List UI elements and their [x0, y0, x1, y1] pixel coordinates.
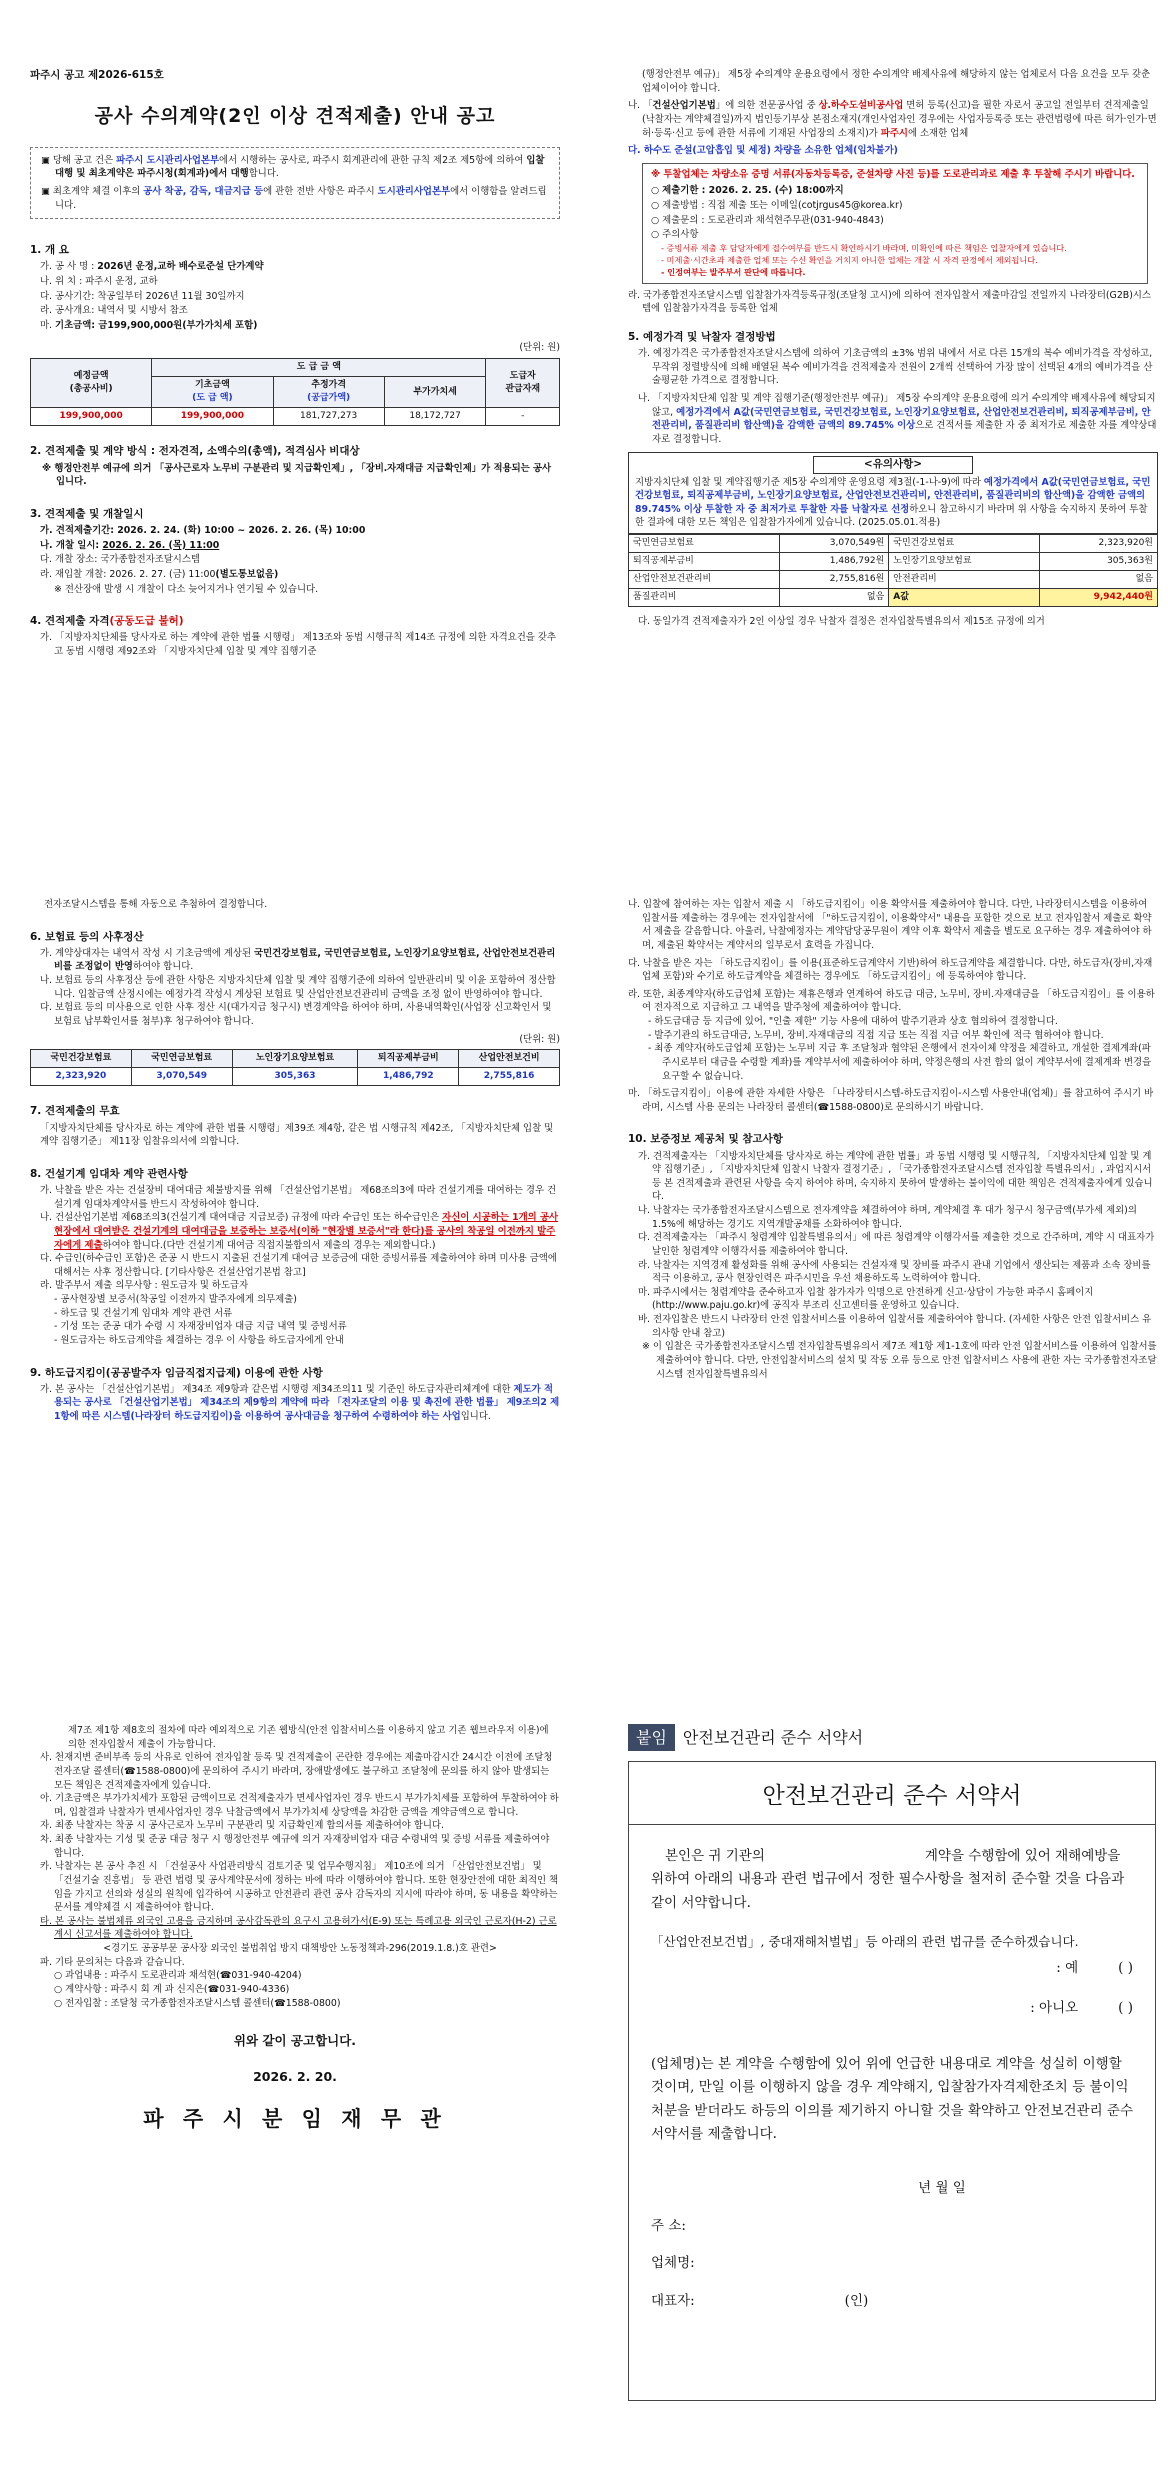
- page2-left-column: [30, 898, 560, 1424]
- section-10-more: 사. 천재지변 준비부족 등의 사유로 인하여 전자입찰 등록 및 견적제출이 곤란한 경우에는 제출마감시간 24시간 이전에 조달청 전자조달 콜센터(☎1588-0800)에 문의하여 주시기 바라며, 장애발생에도 불구하고 조달청에 문의를 하지 않아 발생되는 모든 책임은 견적제출자에게 있습니다. 아. 기초금액은 부가가치세가 포함된 금액이므로 견적제출자가 면세사업자인 경우 반드시 부가가치세를 포함하여 투찰하여야 하며, 입찰결과 낙찰자가 면세사업자인 경우 낙찰금액에서 부가가치세 상당액을 차감한 금액을 계약금액으로 합니다. 자. 최종 낙찰자는 착공 시 공사근로자 노무비 구분관리 및 지급확인제 합의서를 제출하여야 합니다. 차. 최종 낙찰자는 기성 및 준공 대금 청구 시 행정안전부 예규에 의거 자재장비업자 대금 수령내역 및 증빙 서류를 제출하여야 합니다. 카. 낙찰자는 본 공사 추진 시 「건설공사 사업관리방식 검토기준 및 업무수행지침」 제10조에 의거 「산업안전보건법」 및 「건설기술 진흥법」 등 관련 법령 및 공사계약문서에 정하는 바에 따라 이행하여야 합니다. 또한 현장안전에 대한 최적인 책임을 가지고 선의와 성실의 원칙에 입각하여 시공하고 안전관리 관련 공사 감독자의 지시에 따라야 하며, 동 내용을 확약하는 문서를 계약체결 시 제출하여야 합니다. 타. 본 공사는 불법체류 외국인 고용을 금지하며 공사감독관의 요구시 고용허가서(E-9) 또는 특례고용 외국인 근로자(H-2) 근로계시 신고서를 제출하여야 합니다. <경기도 공공부문 공사장 외국인 불법취업 방지 대책방안 노동정책과-296(2019.1.8.)호 관련> 파. 기타 문의처는 다음과 같습니다.: [40, 1752, 559, 1968]
- pledge-yes: : 예 ( ): [1056, 1960, 1133, 1977]
- section-9-d-list: - 하도급대금 등 지급에 있어, "인출 제한" 기능 사용에 대하여 발주기관과 상호 협의하여 결정합니다. - 발주기관의 하도급대금, 노무비, 장비․자재대금의 직접 지급 또는 직접 지급 여부 확인에 적극 협하여야 합니다. - 최종 계약자(하도급업체 포함)는 노무비 지급 후 조달청과 협약된 은행에서 전자이체 약정을 체결하고, 개설한 결제계좌(파주시로부터 대금을 수령할 계좌)를 계약부서에 제출하여야 하며, 약정은행의 사전 합의 없이 계약부서에 결제계좌 변경을 요구할 수 없습니다.: [648, 1016, 1152, 1082]
- caution-title: <유의사항>: [813, 456, 973, 473]
- section-8-title: 8. 건설기계 임대차 계약 관련사항: [30, 1167, 188, 1180]
- vehicle-proof-warning: ※ 투찰업체는 차량소유 증명 서류(자동차등록증, 준설차량 사진 등)를 도로관리과로 제출 후 투찰해 주시기 바랍니다.: [651, 168, 1135, 180]
- a-value-table: 국민연금보험료 3,070,549원 국민건강보험료 2,323,920원 퇴직공제부금비 1,486,792원 노인장기요양보험료 305,363원 산업안전보건관리비 2,755,816원 안전관리비 없음 품질관리비 없음 A값 9,942,440원: [628, 534, 1158, 607]
- pledge-date: 년 월 일: [918, 2180, 966, 2197]
- section-9-d: 라. 또한, 최종계약자(하도급업체 포함)는 제휴은행과 연계하여 하도급 대금, 노무비, 장비․자재대금을 「하도급지킴이」를 이용하여 전자적으로 지급하고 그 내역을 발주청에 제출하여야 합니다.: [628, 988, 1155, 1014]
- pledge-paragraph-1: 본인은 귀 기관의 계약을 수행함에 있어 재해예방을 위하여 아래의 내용과 관련 법규에서 정한 필수사항을 철저히 준수할 것을 다음과 같이 서약합니다.: [651, 1847, 1125, 1911]
- page1-left-column: [30, 68, 560, 659]
- section-4-a-cont: (행정안전부 예규)」 제5장 수의계약 운용요령에서 정한 수의계약 배제사유에 해당하지 않는 업체로서 다음 요건을 모두 갖춘 업체이어야 합니다.: [642, 69, 1151, 94]
- section-7-text: 「지방자치단체를 당사자로 하는 계약에 관한 법률 시행령」제39조 제4항, 같은 법 시행규칙 제42조, 「지방자치단체 입찰 및 계약 집행기준」 제11장 입찰유의서에 의합니다.: [40, 1122, 554, 1148]
- section-3-items: 가. 견적제출기간: 2026. 2. 24. (화) 10:00 ~ 2026. 2. 26. (목) 10:00 나. 개찰 일시: 2026. 2. 26. (목) 11:00 다. 개찰 장소: 국가종합전자조달시스템 라. 재입찰 개찰: 2026. 2. 27. (금) 11:00(별도통보없음) ※ 전산장애 발생 시 개찰이 다소 늦어지거나 연기될 수 있습니다.: [40, 525, 366, 595]
- section-7-title: 7. 견적제출의 무효: [30, 1105, 120, 1118]
- notice-date: 2026. 2. 20.: [253, 2069, 337, 2085]
- pledge-address: 주 소:: [651, 2217, 686, 2234]
- section-5-b: 나. 「지방자치단체 입찰 및 계약 집행기준(행정안전부 예규)」 제5장 수의계약 운용요령에 의거 수의계약 배제사유에 해당되지 않고, 예정가격에서 A값(국민연금보험료, 국민건강보험료, 노인장기요양보험료, 산업안전보건관리비, 퇴직공제부금비, 안전관리비, 품질관리비 합산액)을 감액한 금액의 89.745% 이상으로 견적서를 제출한 자 중 최저가로 제출한 자를 계약상대자로 결정합니다.: [638, 392, 1157, 445]
- vehicle-proof-box: [642, 163, 1148, 284]
- notice-page: [30, 0, 1157, 2478]
- box-notes: - 증빙서류 제출 후 담당자에게 접수여부를 반드시 확인하시기 바라며, 미확인에 따른 책임은 입찰자에게 있습니다. - 미제출·시간초과 제출한 업체 또는 수신 확인을 거치지 아니한 업체는 개찰 시 자격 판정에서 제외됩니다. - 인정여부는 발주부서 판단에 따릅니다.: [661, 242, 1067, 277]
- section-9-e: 마. 「하도급지킴이」이용에 관한 자세한 사항은 「나라장터시스템-하도급지킴이-시스템 사용안내(업체)」를 참고하여 주시기 바라며, 시스템 사용 문의는 나라장터 콜센터(☎1588-0800)로 문의하시기 바랍니다.: [628, 1088, 1154, 1113]
- intro-line-1: ▣ 당해 공고 건은 파주시 도시관리사업본부에서 시행하는 공사로, 파주시 회계관리에 관한 규칙 제2조 제5항에 의하여 입찰대행 및 최초계약은 파주시청(회계과)에서 대행합니다.: [41, 154, 545, 180]
- closing-line: 위와 같이 공고합니다.: [233, 2033, 357, 2049]
- section-9-b: 나. 입찰에 참여하는 자는 입찰서 제출 시 「하도급지킴이」이용 확약서를 제출하여야 합니다. 다만, 나라장터시스템을 이용하여 입찰서를 제출하는 경우에는 전자입찰서에 「"하도급지킴이, 이용확약서" 내용을 포함한 것으로 보고 전자입찰서 제출로 확약서 제출을 갈음합니다. 아울러, 낙찰예정자는 계약담당공무원이 계약 이후 확약서 제출을 별도로 요구하는 경우 제출하여야 하며, 제출된 확약서는 계약서의 일부로서 효력을 가집니다.: [628, 899, 1152, 951]
- section-10-items: 가. 견적제출자는 「지방자치단체를 당사자로 하는 계약에 관한 법률」과 동법 시행령 및 시행규칙, 「지방자치단체 입찰 및 계약 집행기준」, 「지방자치단체 입찰시 낙찰자 결정기준」, 「국가종합전자조달시스템 전자입찰 특별유의서」, 과업지시서 등 본 견적제출과 관련된 사항을 숙지 하여야 하며, 숙지하지 못하여 발생하는 불이익에 대한 책임은 견적제출자에게 있습니다. 나. 낙찰자는 국가종합전자조달시스템으로 전자계약을 체결하여야 하며, 계약체결 후 대가 청구시 청구금액(부가세 제외)의 1.5%에 해당하는 경기도 지역개발공채를 소화하여야 합니다. 다. 견적제출자는 「파주시 청렴계약 입찰특별유의서」에 따른 청렴계약 이행각서를 제출한 것으로 간주하며, 계약 시 대표자가 날인한 청렴계약 이행각서를 제출하여야 합니다. 라. 낙찰자는 지역경제 활성화를 위해 공사에 사용되는 건설자재 및 장비를 파주시 관내 기업에서 생산되는 제품과 소속 장비를 적극 이용하고, 공사 현장인력은 파주시민을 우선 채용하도록 노력하여야 합니다. 마. 파주시에서는 청렴계약을 준수하고자 입찰 참가자가 익명으로 안전하게 신고·상담이 가능한 파주시 홈페이지(http://www.paju.go.kr)에 공직자 부조리 신고센터를 운영하고 있습니다. 바. 전자입찰은 반드시 나라장터 안전 입찰서비스를 이용하여 입찰서를 제출하여야 합니다. (자세한 사항은 안전 입찰서비스 유의사항 안내 참고): [638, 1150, 1155, 1339]
- box-item-1: ○ 제출기한 : 2026. 2. 25. (수) 18:00까지: [651, 185, 844, 197]
- pledge-laws: 「산업안전보건법」, 중대재해처벌법」등 아래의 관련 법규를 준수하겠습니다.: [651, 1934, 1079, 1950]
- caution-text: 지방자치단체 입찰 및 계약집행기준 제5장 수의계약 운영요령 제3절(-1-나-9)에 따라 예정가격에서 A값(국민연금보험료, 국민건강보험료, 퇴직공제부금비, 노인장기요양보험료, 산업안전보건관리비, 안전관리비, 품질관리비의 합산액)을 감액한 금액의 89.745% 이상 투찰한 자 중 최저가로 투찰한 자를 낙찰자로 선정하오니 참고하시기 바라며 위 사항을 숙지하지 못하여 투찰한 결과에 대한 모든 책임은 입찰참가자에게 있습니다. (2025.05.01.적용): [635, 476, 1151, 529]
- pledge-box: [628, 1761, 1156, 2401]
- page2-right-column: [628, 898, 1158, 1381]
- pledge-title: 안전보건관리 준수 서약서: [762, 1783, 1022, 1810]
- section-9-a: 가. 본 공사는 「건설산업기본법」 제34조 제9항과 같은법 시행령 제34조의11 및 기준인 하도급자관리체계에 대한 제도가 적용되는 공사로 「건설산업기본법」 제34조의 제9항의 계약에 따라 「전자조달의 이용 및 촉진에 관한 법률」 제9조의2 제1항에 따른 시스템(나라장터 하도급지킴이)을 이용하여 공사대금을 청구하여 수령하여야 하는 사업입니다.: [40, 1383, 560, 1422]
- contact-list: ○ 과업내용 : 파주시 도로관리과 채석현(☎031-940-4204) ○ 계약사항 : 파주시 회 계 과 신지은(☎031-940-4336) ○ 전자입찰 : 조달청 국가종합전자조달시스템 콜센터(☎1588-0800): [54, 1970, 341, 2009]
- page3-left-column: [30, 1724, 560, 2135]
- section-6-title: 6. 보험료 등의 사후정산: [30, 930, 144, 943]
- section-8-c: 다. 수급인(하수급인 포함)은 준공 시 반드시 지출된 건설기계 대여금 보증금에 대한 증빙서류를 제출하여야 하며 미사용 금액에 대해서는 사후 정산합니다. [기타사항은 건설산업기본법 참고]: [40, 1253, 557, 1278]
- intro-line-2: ▣ 최초계약 체결 이후의 공사 착공, 감독, 대금지급 등에 관한 전반 사항은 파주시 도시관리사업본부에서 이행함을 알려드립니다.: [41, 186, 547, 211]
- section-4-b: 나. 「건설산업기본법」에 의한 전문공사업 중 상․하수도설비공사업 면허 등록(신고)을 필한 자로서 공고일 전일부터 견적제출일(낙찰자는 계약체결일)까지 법인등기부상 본점소재지(개인사업자인 경우에는 사업자등록증 또는 관련법령에 따른 허가·인가·면허·등록·신고 등에 관한 서류에 기재된 사업장의 소재지)가 파주시에 소재한 업체: [628, 100, 1157, 139]
- section-8-d: 라. 발주부서 제출 의무사항 : 원도급자 및 하도급자: [40, 1280, 249, 1292]
- pledge-ceo: 대표자: (인): [651, 2292, 869, 2309]
- section-5-title: 5. 예정가격 및 낙찰자 결정방법: [628, 330, 776, 343]
- pledge-paragraph-2: (업체명)는 본 계약을 수행함에 있어 위에 언급한 내용대로 계약을 성실히 이행할 것이며, 만일 이를 이행하지 않을 경우 계약해지, 입찰참가자격제한조치 등 불이익 처분을 받더라도 하등의 이의를 제기하지 아니할 것을 확약하고 안전보건관리 준수서약서를 제출합니다.: [651, 2055, 1134, 2143]
- box-item-3: ○ 제출문의 : 도로관리과 채석현주무관(031-940-4843): [651, 214, 884, 226]
- section-1-title: 1. 개 요: [30, 244, 69, 257]
- section-6-a: 가. 계약상대자는 내역서 작성 시 기초금액에 계상된 국민건강보험료, 국민연금보험료, 노인장기요양보험료, 산업안전보건관리비를 조정없이 반영하여야 합니다.: [40, 947, 556, 973]
- section-8-list: - 공사현장별 보증서(착공일 이전까지 발주자에게 의무제출) - 하도급 및 건설기계 임대차 계약 관련 서류 - 기성 또는 준공 대가 수령 시 자재장비업자 대금 지급 내역 및 증빙서류 - 원도급자는 하도급계약을 체결하는 경우 이 사항을 하도급자에게 안내: [54, 1294, 347, 1346]
- insurance-table: 국민건강보험료 국민연금보험료 노인장기요양보험료 퇴직공제부금비 산업안전보건비 2,323,920 3,070,549 305,363 1,486,792 2,755,816: [30, 1049, 560, 1086]
- attachment-header: [628, 1724, 1156, 1751]
- section-5-c: 다. 동일가격 견적제출자가 2인 이상일 경우 낙찰자 결정은 전자입찰특별유의서 제15조 규정에 의거: [638, 616, 1045, 628]
- caution-box: [628, 452, 1158, 534]
- section-4-c: 다. 하수도 준설(고압흡입 및 세정) 차량을 소유한 업체(임차불가): [628, 145, 898, 157]
- section-10-title: 10. 보증정보 제공처 및 참고사항: [628, 1133, 783, 1146]
- section-6-b: 나. 보험료 등의 사후정산 등에 관한 사항은 지방자치단체 입찰 및 계약 집행기준에 의하여 일반관리비 및 이윤 포함하여 정산합니다. 입찰금액 산정시에는 예정가격 작성시 계상된 보험료 및 산업안전보건관리비 금액을 조정 없이 반영하여야 합니다.: [40, 975, 556, 1000]
- section-9-c: 다. 낙찰을 받은 자는 「하도급지킴이」를 이용(표준하도급계약서 기반)하여 하도급계약을 체결합니다. 다만, 하도급자(장비,자재업체 포함)와 수기로 하도급계약을 체결하는 경우에도 「하도급지킴이」에 등록하여야 합니다.: [628, 957, 1153, 983]
- section-9-title: 9. 하도급지킴이(공공발주자 임금직접지급제) 이용에 관한 사항: [30, 1366, 323, 1379]
- section-4-a: 가. 「지방자치단체를 당사자로 하는 계약에 관한 법률 시행령」 제13조와 동법 시행규칙 제14조 규정에 의한 자격요건을 갖추고 동법 시행령 제92조와 「지방자치단체 입찰 및 계약 집행기준: [40, 632, 556, 658]
- attachment-badge: 붙임: [628, 1724, 675, 1751]
- section-6-c: 다. 보험료 등의 미사용으로 인한 사후 정산 시(대가지급 청구시) 변경계약을 하여야 하며, 사용내역확인(사업장 신고확인서 및 보험료 납부확인서를 첨부)후 청구하여야 합니다.: [40, 1002, 552, 1027]
- signer: 파 주 시 분 임 재 무 관: [143, 2107, 447, 2132]
- section-10-note-cont: 제7조 제1항 제8호의 절차에 따라 예외적으로 기존 웹방식(안전 입찰서비스를 이용하지 않고 기존 웹브라우저 이용)에 의한 전자입찰서 제출이 가능합니다.: [68, 1725, 549, 1750]
- section-10-note: ※ 이 입찰은 국가종합전자조달시스템 전자입찰특별유의서 제7조 제1항 제1-1호에 따라 안전 입찰서비스를 이용하여 입찰서를 제출하여야 합니다. 다만, 안전입찰서비스의 설치 및 작동 오류 등으로 안전 입찰서비스 사용에 관한 자는 국가종합전자조달시스템 전자입찰특별유의서: [642, 1341, 1157, 1380]
- notice-number: 파주시 공고 제2026-615호: [30, 69, 164, 81]
- unit-label-2: (단위: 원): [519, 1033, 560, 1045]
- section-8-a: 가. 낙찰을 받은 자는 건설장비 대여대금 체불방지를 위해 「건설산업기본법」 제68조의3에 따라 건설기계를 대여하는 경우 건설기계 임대차계약서를 반드시 작성하여야 합니다.: [40, 1185, 557, 1210]
- intro-box: [30, 147, 560, 220]
- section-4-d: 라. 국가종합전자조달시스템 입찰참가자격등록규정(조달청 고시)에 의하여 전자입찰서 제출마감일 전일까지 나라장터(G2B)시스템에 입찰참가자격을 등록한 업체: [628, 289, 1151, 315]
- safety-pledge-form: [628, 1724, 1156, 2401]
- section-8-b: 나. 건설산업기본법 제68조의3(건설기계 대여대금 지급보증) 규정에 따라 수급인 또는 하수급인은 자신이 시공하는 1개의 공사현장에서 대여받은 건설기계의 대여대금을 보증하는 보증서(이하 "현장별 보증서"라 한다)를 공사의 착공일 이전까지 발주자에게 제출하여야 합니다.(다만 건설기계 대여금 직접지불합의서 제출의 경우는 제외합니다.): [40, 1212, 559, 1251]
- budget-table: 예정금액 (총공사비) 도 급 금 액 도급자 관급자재 기초금액 (도 급 액) 추정가격 (공급가액) 부가가치세 199,900,000 199,900,000 181,727,273 18,172,727 -: [30, 358, 560, 426]
- unit-label: (단위: 원): [519, 341, 560, 353]
- section-5-c-cont: 전자조달시스템을 통해 자동으로 추첨하여 결정합니다.: [44, 899, 268, 910]
- pledge-no: : 아니오 ( ): [1030, 1999, 1133, 2016]
- page-title: 공사 수의계약(2인 이상 견적제출) 안내 공고: [94, 105, 496, 128]
- box-item-4: ○ 주의사항: [651, 229, 699, 241]
- section-5-a: 가. 예정가격은 국가종합전자조달시스템에 의하여 기초금액의 ±3% 범위 내에서 서로 다른 15개의 복수 예비가격을 작성하고, 무작위 정렬방식에 의해 배열된 복수 예비가격을 견적제출자 전원이 2개씩 선택하여 가장 많이 선택된 4개의 예비가격을 산술평균한 가격으로 결정합니다.: [638, 348, 1153, 387]
- page1-right-column: [628, 68, 1158, 629]
- section-4-title: 4. 견적제출 자격(공동도급 불허): [30, 615, 184, 628]
- pledge-company: 업체명:: [651, 2255, 695, 2272]
- attachment-title: 안전보건관리 준수 서약서: [682, 1728, 864, 1747]
- box-item-2: ○ 제출방법 : 직접 제출 또는 이메일(cotjrgus45@korea.kr): [651, 200, 903, 211]
- section-2-note: ※ 행정안전부 예규에 의거 「공사근로자 노무비 구분관리 및 지급확인제」, 「장비․자재대금 지급확인제」가 적용되는 공사입니다.: [42, 462, 552, 488]
- seal-mark: (인): [844, 2292, 869, 2309]
- section-1-items: 가. 공 사 명 : 2026년 운정,교하 배수로준설 단가계약 나. 위 치 : 파주시 운정, 교하 다. 공사기간: 착공일부터 2026년 11월 30일까지 라. 공사개요: 내역서 및 시방서 참조 마. 기초금액: 금199,900,000원(부가가치세 포함): [40, 261, 264, 331]
- section-2-title: 2. 견적제출 및 계약 방식 : 전자견적, 소액수의(총액), 적격심사 비대상: [30, 445, 360, 458]
- section-3-title: 3. 견적제출 및 개찰일시: [30, 507, 144, 520]
